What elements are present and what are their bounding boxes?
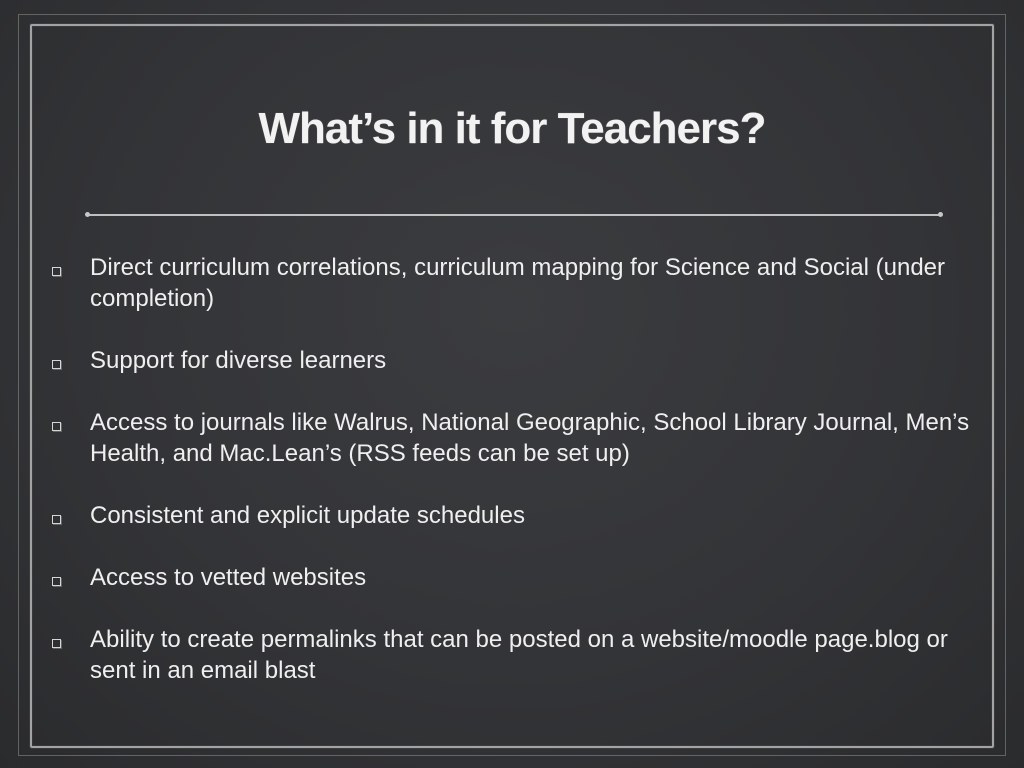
title-divider (88, 214, 940, 216)
list-item-text: Direct curriculum correlations, curriculum mapping for Science and Social (under completion) (90, 254, 946, 312)
square-bullet-icon (52, 422, 61, 431)
square-bullet-icon (52, 577, 61, 586)
square-bullet-icon (52, 267, 61, 276)
list-item (50, 562, 980, 593)
list-item-text: Access to vetted websites (90, 564, 367, 591)
list-item-text: Support for diverse learners (90, 347, 387, 374)
square-bullet-icon (52, 360, 61, 369)
square-bullet-icon (52, 639, 61, 648)
list-item (50, 500, 980, 531)
list-item-text: Access to journals like Walrus, National Geographic, School Library Journal, Men’s Health, and Mac.Lean’s (RSS feeds can be set up) (90, 409, 970, 467)
list-item (50, 624, 980, 686)
list-item (50, 345, 980, 376)
square-bullet-icon (52, 515, 61, 524)
slide-title: What’s in it for Teachers? (258, 104, 766, 153)
list-item (50, 407, 980, 469)
list-item-text: Ability to create permalinks that can be posted on a website/moodle page.blog or sent in an email blast (90, 626, 948, 684)
bullet-list (50, 252, 980, 717)
list-item-text: Consistent and explicit update schedules (90, 502, 525, 529)
list-item (50, 252, 980, 314)
